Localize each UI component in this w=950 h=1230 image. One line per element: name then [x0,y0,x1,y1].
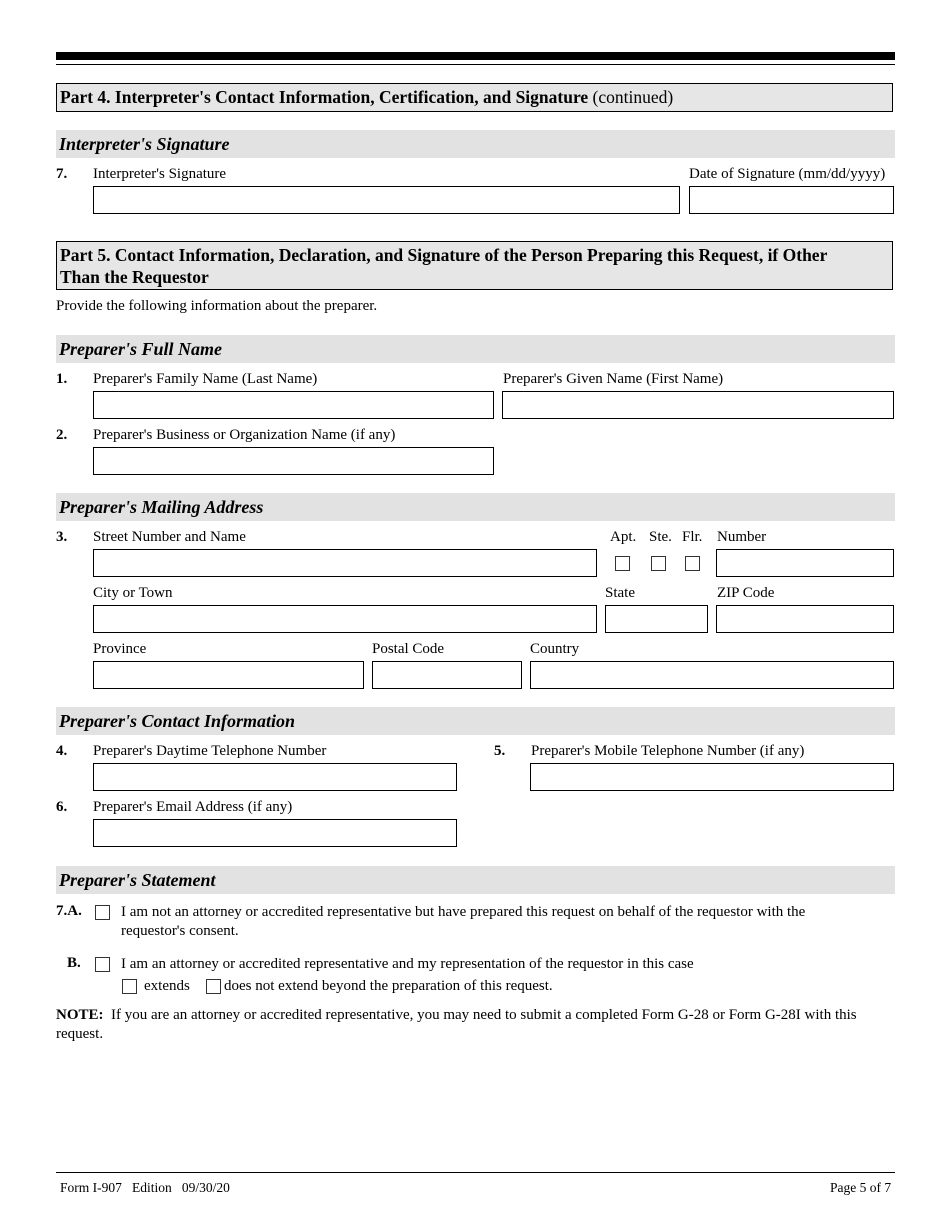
does-not-extend-checkbox[interactable] [206,979,221,994]
part4-continued: (continued) [592,87,674,107]
footer-rule [56,1172,895,1173]
part5-header [56,241,893,290]
zip-field[interactable] [716,605,894,633]
given-name-field[interactable] [502,391,894,419]
date-of-signature-field[interactable] [689,186,894,214]
daytime-phone-label: Preparer's Daytime Telephone Number [93,743,327,759]
full-name-heading: Preparer's Full Name [56,335,895,363]
item-7a-line2: requestor's consent. [121,923,239,939]
street-field[interactable] [93,549,597,577]
ste-checkbox[interactable] [651,556,666,571]
province-label: Province [93,641,147,657]
postal-code-label: Postal Code [372,641,445,657]
extends-label: extends [144,978,190,994]
preparer-statement-heading: Preparer's Statement [56,866,895,894]
note-label: NOTE: [56,1007,104,1023]
interpreter-signature-heading: Interpreter's Signature [56,130,895,158]
not-attorney-checkbox[interactable] [95,905,110,920]
item-7a-number: 7.A. [56,903,82,919]
flr-label: Flr. [682,529,703,545]
postal-code-field[interactable] [372,661,522,689]
part5-intro: Provide the following information about the preparer. [56,298,378,314]
note-paragraph [56,1006,896,1044]
email-field[interactable] [93,819,457,847]
business-name-field[interactable] [93,447,494,475]
mailing-address-heading: Preparer's Mailing Address [56,493,895,521]
item-7a-line1: I am not an attorney or accredited representative but have prepared this request on behalf of the requestor with the [121,904,806,920]
item-4-number: 4. [56,743,68,759]
given-name-label: Preparer's Given Name (First Name) [503,371,724,387]
item-7b-text: I am an attorney or accredited representative and my representation of the requestor in this case [121,956,694,972]
apt-number-field[interactable] [716,549,894,577]
date-of-signature-label: Date of Signature (mm/dd/yyyy) [689,166,886,182]
email-label: Preparer's Email Address (if any) [93,799,293,815]
part4-title: Part 4. Interpreter's Contact Information, Certification, and Signature [60,87,589,107]
part5-title-line2: Than the Requestor [60,267,209,287]
item-1-number: 1. [56,371,68,387]
item-7a-text [121,903,891,941]
province-field[interactable] [93,661,364,689]
interpreter-signature-label: Interpreter's Signature [93,166,227,182]
item-3-number: 3. [56,529,68,545]
mobile-phone-label: Preparer's Mobile Telephone Number (if any) [531,743,805,759]
flr-checkbox[interactable] [685,556,700,571]
part5-title-line1: Part 5. Contact Information, Declaration, and Signature of the Person Preparing this Request, if Other [60,245,828,265]
city-label: City or Town [93,585,173,601]
item-2-number: 2. [56,427,68,443]
footer-form-id: Form I-907 Edition 09/30/20 [60,1180,230,1195]
country-label: Country [530,641,580,657]
item-6-number: 6. [56,799,68,815]
daytime-phone-field[interactable] [93,763,457,791]
interpreter-signature-field[interactable] [93,186,680,214]
item-7b-number: B. [67,955,81,971]
item-5-number: 5. [494,743,506,759]
footer-page-number: Page 5 of 7 [830,1180,892,1195]
does-not-extend-label: does not extend beyond the preparation of this request. [224,978,553,994]
top-rule-thin [56,64,895,65]
attorney-checkbox[interactable] [95,957,110,972]
ste-label: Ste. [649,529,672,545]
family-name-field[interactable] [93,391,494,419]
top-rule-thick [56,52,895,60]
street-label: Street Number and Name [93,529,246,545]
business-name-label: Preparer's Business or Organization Name (if any) [93,427,396,443]
city-field[interactable] [93,605,597,633]
part4-header [56,83,893,112]
zip-label: ZIP Code [717,585,775,601]
note-line2: request. [56,1026,104,1042]
extends-checkbox[interactable] [122,979,137,994]
note-line1: If you are an attorney or accredited representative, you may need to submit a completed Form G-28 or Form G-28I with this [111,1007,857,1023]
mobile-phone-field[interactable] [530,763,894,791]
state-label: State [605,585,635,601]
number-label: Number [717,529,767,545]
contact-info-heading: Preparer's Contact Information [56,707,895,735]
apt-label: Apt. [610,529,637,545]
country-field[interactable] [530,661,894,689]
state-field[interactable] [605,605,708,633]
family-name-label: Preparer's Family Name (Last Name) [93,371,318,387]
item-7-number: 7. [56,166,68,182]
apt-checkbox[interactable] [615,556,630,571]
